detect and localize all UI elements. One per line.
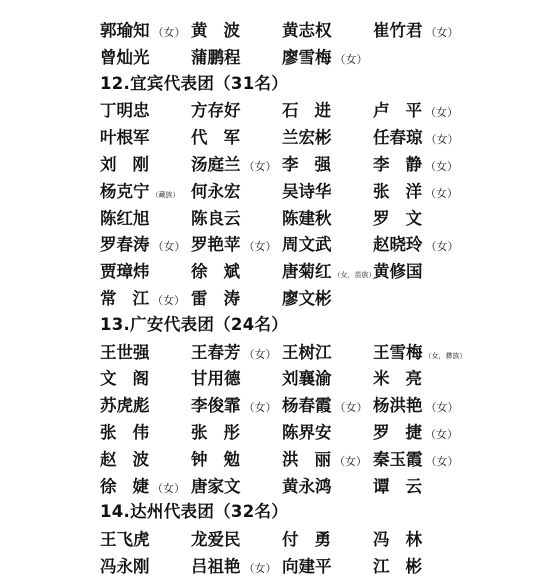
delegate-name: 罗 文 — [373, 208, 422, 228]
delegate-entry — [191, 231, 277, 255]
delegate-name: 王树江 — [282, 342, 332, 362]
name-row — [0, 389, 550, 416]
delegate-name: 秦玉霞 — [373, 449, 423, 469]
delegate-entry — [191, 553, 277, 577]
delegate-entry — [282, 339, 332, 363]
delegate-entry — [282, 526, 331, 550]
delegate-name: 石 进 — [282, 101, 331, 121]
delegate-name: 陈红旭 — [100, 208, 150, 228]
delegate-name: 廖文彬 — [282, 288, 332, 308]
delegate-entry — [373, 392, 459, 416]
delegate-name: 李俊霏 — [191, 396, 241, 416]
delegation-heading-row — [0, 309, 550, 336]
delegate-name: 文 阁 — [100, 369, 149, 389]
delegate-note: （藏族） — [151, 190, 180, 199]
delegate-entry — [282, 258, 376, 282]
delegate-note: （女） — [334, 52, 368, 66]
name-row — [0, 148, 550, 175]
delegate-name: 赵晓玲 — [373, 235, 423, 255]
delegate-name: 杨洪艳 — [373, 396, 423, 416]
delegate-name: 黄永鸿 — [282, 476, 332, 496]
delegate-entry — [100, 178, 180, 202]
delegate-name: 贾璋炜 — [100, 262, 150, 282]
delegation-heading: 12.宜宾代表团（31名） — [100, 73, 289, 93]
delegate-name: 江 彬 — [373, 556, 422, 576]
delegate-name: 陈界安 — [282, 422, 332, 442]
delegate-name: 张 伟 — [100, 422, 149, 442]
delegate-note: （女） — [425, 159, 458, 173]
delegate-entry — [373, 178, 458, 202]
delegate-name: 廖雪梅 — [282, 47, 332, 67]
delegate-entry — [373, 473, 422, 497]
delegate-entry — [100, 365, 149, 389]
delegate-name: 唐菊红 — [282, 262, 332, 282]
delegate-note: （女） — [152, 293, 185, 307]
delegate-name: 王世强 — [100, 342, 150, 362]
delegate-note: （女） — [243, 159, 277, 173]
delegate-name: 汤庭兰 — [191, 154, 241, 174]
name-row — [0, 443, 550, 470]
delegate-name: 罗春涛 — [100, 235, 150, 255]
delegate-name: 郭瑜知 — [100, 21, 150, 40]
delegate-name: 冯永刚 — [100, 556, 150, 576]
name-row — [0, 416, 550, 443]
delegate-entry — [100, 44, 150, 68]
name-row — [0, 470, 550, 497]
delegate-note: （女） — [425, 106, 458, 120]
delegate-entry — [191, 44, 241, 68]
delegate-entry — [282, 231, 332, 255]
delegate-entry — [282, 419, 332, 443]
delegate-entry — [373, 446, 459, 470]
delegate-name: 冯 林 — [373, 530, 422, 550]
delegate-entry — [282, 473, 332, 497]
delegate-name: 任春琼 — [373, 128, 423, 148]
delegate-name: 周文武 — [282, 235, 332, 255]
delegate-entry — [373, 365, 422, 389]
delegate-entry — [191, 285, 240, 309]
delegate-entry — [282, 17, 332, 41]
delegate-entry — [373, 419, 458, 443]
name-row — [0, 121, 550, 148]
name-row — [0, 255, 550, 282]
delegate-entry — [191, 258, 240, 282]
name-row — [0, 523, 550, 550]
delegate-entry — [373, 258, 423, 282]
delegate-entry — [191, 446, 240, 470]
delegate-entry — [282, 392, 368, 416]
delegate-note: （女） — [425, 133, 459, 147]
name-row — [0, 362, 550, 389]
delegate-name: 方存好 — [191, 101, 241, 121]
delegate-name: 何永宏 — [191, 181, 241, 201]
delegate-note: （女） — [243, 347, 277, 361]
delegate-name: 叶根军 — [100, 128, 150, 148]
delegate-entry — [373, 553, 422, 577]
delegate-note: （女） — [425, 401, 459, 415]
delegate-entry — [191, 205, 241, 229]
delegate-name: 吕祖艳 — [191, 556, 241, 576]
name-row — [0, 202, 550, 229]
name-row — [0, 41, 550, 68]
delegate-name: 苏虎彪 — [100, 396, 150, 416]
delegate-name: 向建平 — [282, 556, 332, 576]
delegate-name: 陈良云 — [191, 208, 241, 228]
delegate-name: 刘襄渝 — [282, 369, 332, 389]
delegate-name: 赵 波 — [100, 449, 149, 469]
delegate-note: （女） — [152, 481, 185, 495]
delegate-entry — [282, 553, 332, 577]
delegation-heading: 13.广安代表团（24名） — [100, 314, 289, 334]
delegate-entry — [191, 473, 241, 497]
delegate-entry — [373, 124, 459, 148]
delegate-name: 张 洋 — [373, 181, 422, 201]
delegate-entry — [282, 151, 331, 175]
delegate-name: 罗艳苹 — [191, 235, 241, 255]
delegate-entry — [282, 205, 332, 229]
delegate-name: 丁明忠 — [100, 101, 150, 121]
name-row — [0, 175, 550, 202]
name-row — [0, 550, 550, 577]
delegate-entry — [373, 97, 458, 121]
delegate-name: 杨克宁 — [100, 181, 150, 201]
delegate-entry — [282, 178, 332, 202]
delegate-name: 甘用德 — [191, 369, 241, 389]
delegate-entry — [373, 339, 467, 363]
name-row — [0, 94, 550, 121]
delegate-name: 曾灿光 — [100, 47, 150, 67]
delegate-entry — [191, 151, 277, 175]
delegate-name: 王春芳 — [191, 342, 241, 362]
delegate-entry — [100, 526, 150, 550]
delegate-entry — [100, 339, 150, 363]
delegate-name: 付 勇 — [282, 530, 331, 550]
delegate-name: 黄志权 — [282, 21, 332, 40]
delegate-entry — [100, 473, 185, 497]
delegate-entry — [191, 17, 240, 41]
delegate-note: （女） — [243, 401, 277, 415]
delegate-entry — [373, 526, 422, 550]
name-row — [0, 336, 550, 363]
delegate-note: （女） — [425, 26, 459, 39]
delegate-entry — [100, 285, 185, 309]
delegate-name: 陈建秋 — [282, 208, 332, 228]
delegate-entry — [191, 526, 241, 550]
delegate-name: 龙爱民 — [191, 530, 241, 550]
delegate-name: 代 军 — [191, 128, 240, 148]
delegate-name: 徐 斌 — [191, 262, 240, 282]
delegate-entry — [100, 17, 186, 41]
delegate-name: 吴诗华 — [282, 181, 332, 201]
delegate-entry — [100, 97, 150, 121]
delegate-entry — [100, 205, 150, 229]
delegate-name: 卢 平 — [373, 101, 422, 121]
delegate-entry — [282, 285, 332, 309]
delegate-entry — [100, 231, 186, 255]
delegate-entry — [373, 231, 459, 255]
delegate-name: 米 亮 — [373, 369, 422, 389]
name-row — [0, 14, 550, 41]
delegate-entry — [282, 124, 332, 148]
delegate-note: （女） — [152, 26, 186, 39]
delegate-name: 黄 波 — [191, 21, 240, 40]
delegate-note: （女，彝族） — [424, 351, 467, 360]
delegate-entry — [191, 339, 277, 363]
delegate-name: 张 彤 — [191, 422, 240, 442]
delegate-note: （女） — [243, 240, 277, 254]
delegate-note: （女） — [334, 454, 367, 468]
delegate-entry — [191, 419, 240, 443]
delegate-note: （女） — [425, 240, 459, 254]
delegation-heading: 14.达州代表团（32名） — [100, 502, 289, 522]
name-row — [0, 282, 550, 309]
delegate-entry — [191, 392, 277, 416]
delegate-name: 刘 刚 — [100, 154, 149, 174]
delegate-entry — [282, 446, 367, 470]
name-row — [0, 228, 550, 255]
delegate-name: 兰宏彬 — [282, 128, 332, 148]
delegate-entry — [100, 446, 149, 470]
delegation-heading-row — [0, 68, 550, 95]
delegate-note: （女） — [152, 240, 186, 254]
delegate-note: （女） — [425, 186, 458, 200]
delegate-name: 常 江 — [100, 288, 149, 308]
delegate-name: 钟 勉 — [191, 449, 240, 469]
delegate-name: 黄修国 — [373, 262, 423, 282]
delegate-name: 李 强 — [282, 154, 331, 174]
delegate-name: 蒲鹏程 — [191, 47, 241, 67]
delegate-name: 雷 涛 — [191, 288, 240, 308]
delegate-name: 崔竹君 — [373, 21, 423, 40]
delegate-note: （女） — [243, 561, 277, 575]
delegate-entry — [282, 365, 332, 389]
delegate-note: （女） — [425, 454, 459, 468]
delegate-entry — [100, 124, 150, 148]
delegate-entry — [100, 258, 150, 282]
delegate-entry — [100, 151, 149, 175]
delegate-entry — [100, 419, 149, 443]
delegate-name: 唐家文 — [191, 476, 241, 496]
delegate-entry — [100, 392, 150, 416]
delegate-name: 谭 云 — [373, 476, 422, 496]
delegate-name: 王飞虎 — [100, 530, 150, 550]
delegate-entry — [191, 124, 240, 148]
delegate-note: （女） — [425, 427, 458, 441]
delegate-note: （女） — [334, 401, 368, 415]
delegate-entry — [191, 97, 241, 121]
delegate-name: 杨春霞 — [282, 396, 332, 416]
delegate-name: 李 静 — [373, 154, 422, 174]
delegate-name: 徐 婕 — [100, 476, 149, 496]
delegate-entry — [100, 553, 150, 577]
delegate-name: 王雪梅 — [373, 342, 423, 362]
delegation-heading-row — [0, 496, 550, 523]
delegate-entry — [191, 365, 241, 389]
delegate-name: 洪 丽 — [282, 449, 331, 469]
delegate-entry — [282, 97, 331, 121]
delegate-entry — [282, 44, 368, 68]
delegate-entry — [373, 205, 422, 229]
delegate-entry — [191, 178, 241, 202]
delegate-entry — [373, 17, 459, 41]
delegate-name: 罗 捷 — [373, 422, 422, 442]
name-list-document — [0, 14, 550, 577]
delegate-entry — [373, 151, 458, 175]
delegate-note: （女，苗族） — [333, 271, 376, 280]
